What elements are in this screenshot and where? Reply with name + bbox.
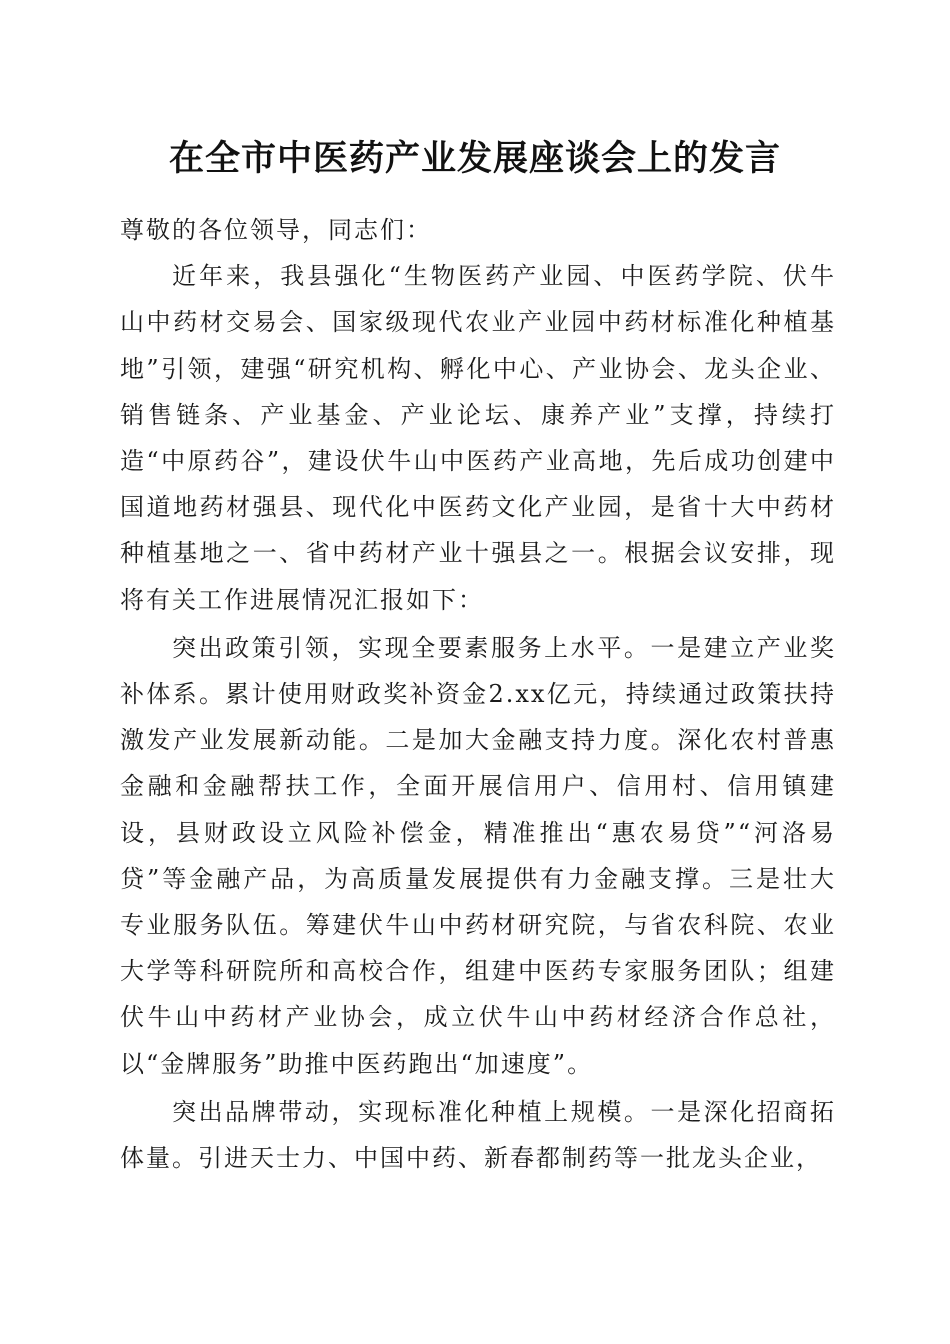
- paragraph-intro: 近年来，我县强化“生物医药产业园、中医药学院、伏牛山中药材交易会、国家级现代农业产业园中药材标准化种植基地”引领，建强“研究机构、孵化中心、产业协会、龙头企业、销售链条、产业基金、产业论坛、康养产业”支撑，持续打造“中原药谷”，建设伏牛山中医药产业高地，先后成功创建中国道地药材强县、现代化中医药文化产业园，是省十大中药材种植基地之一、省中药材产业十强县之一。根据会议安排，现将有关工作进展情况汇报如下：: [120, 262, 836, 614]
- document-title: 在全市中医药产业发展座谈会上的发言: [168, 138, 781, 179]
- paragraph-brand: 突出品牌带动，实现标准化种植上规模。一是深化招商拓体量。引进天士力、中国中药、新春都制药等一批龙头企业，: [120, 1097, 836, 1173]
- salutation: 尊敬的各位领导，同志们：: [120, 216, 432, 244]
- document-body: [120, 207, 836, 1181]
- paragraph-policy: 突出政策引领，实现全要素服务上水平。一是建立产业奖补体系。累计使用财政奖补资金2.xx亿元，持续通过政策扶持激发产业发展新动能。二是加大金融支持力度。深化农村普惠金融和金融帮扶工作，全面开展信用户、信用村、信用镇建设，县财政设立风险补偿金，精准推出“惠农易贷”“河洛易贷”等金融产品，为高质量发展提供有力金融支撑。三是壮大专业服务队伍。筹建伏牛山中药材研究院，与省农科院、农业大学等科研院所和高校合作，组建中医药专家服务团队；组建伏牛山中药材产业协会，成立伏牛山中药材经济合作总社，以“金牌服务”助推中医药跑出“加速度”。: [120, 633, 836, 1078]
